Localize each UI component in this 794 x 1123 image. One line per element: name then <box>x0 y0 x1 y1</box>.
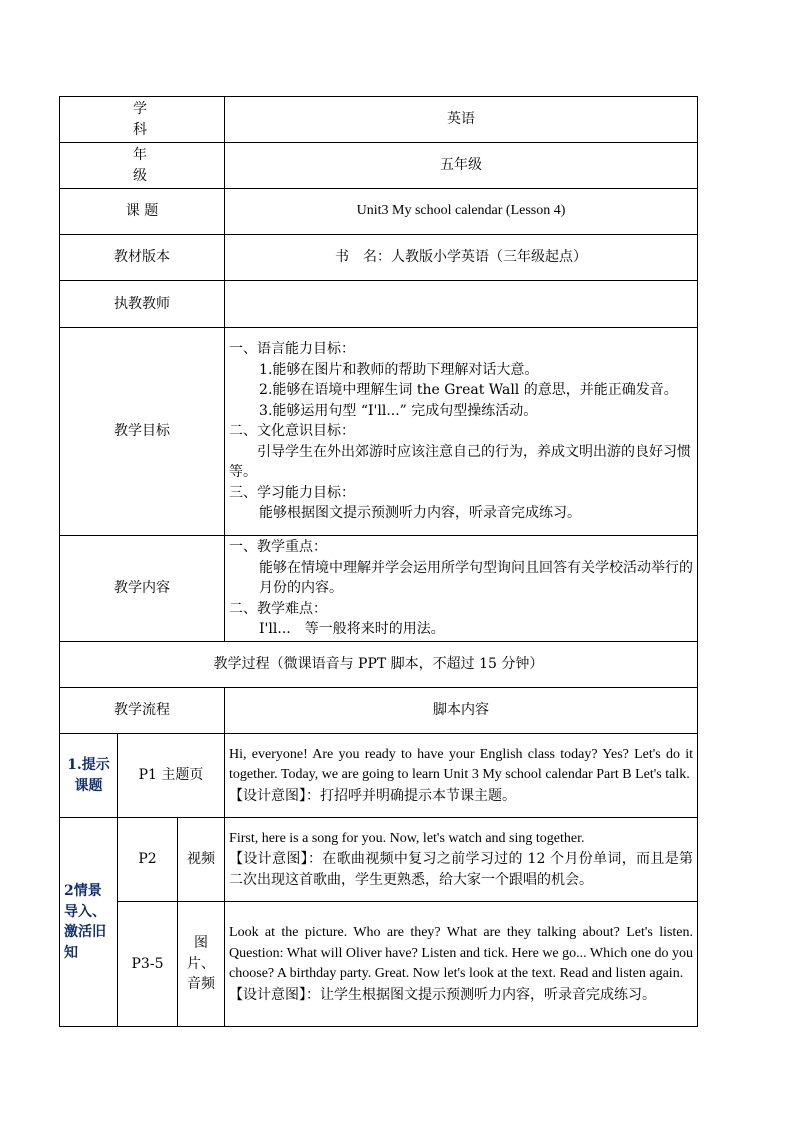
process-title: 教学过程（微课语音与 PPT 脚本，不超过 15 分钟） <box>60 642 698 688</box>
slide-p2-script <box>225 818 698 902</box>
goals-cell <box>225 328 698 536</box>
topic-label: 课 题 <box>60 189 225 235</box>
section-1-label: 1.提示课题 <box>60 734 118 818</box>
goals-line: 一、语言能力目标： <box>229 341 356 358</box>
content-cell <box>225 536 698 642</box>
content-line: 一、教学重点： <box>229 539 328 556</box>
slide-p3-5-script <box>225 902 698 1027</box>
content-line: 二、教学难点： <box>229 600 328 617</box>
flow-header: 教学流程 <box>60 688 225 734</box>
slide-p3-5-media: 图片、音频 <box>178 902 225 1027</box>
goals-label: 教学目标 <box>60 328 225 536</box>
design-intent: 【设计意图】：让学生根据图文提示预测听力内容，听录音完成练习。 <box>229 986 657 1003</box>
textbook-label: 教材版本 <box>60 235 225 281</box>
slide-script-text: Hi, everyone! Are you ready to have your English class today? Yes? Let's do it together. Today, we are going to learn Unit 3 My school calendar Part B Let's talk. <box>229 746 694 783</box>
goals-line: 三、学习能力目标： <box>229 484 356 501</box>
subject-label: 学 科 <box>60 97 225 143</box>
goals-line: 1.能够在图片和教师的帮助下理解对话大意。 <box>259 361 539 378</box>
lesson-plan-table <box>59 96 698 1027</box>
design-intent: 【设计意图】：打招呼并明确提示本节课主题。 <box>229 787 517 804</box>
slide-p2-media: 视频 <box>178 818 225 902</box>
teacher-value <box>225 281 698 328</box>
goals-line: 引导学生在外出郊游时应该注意自己的行为，养成文明出游的良好习惯等。 <box>229 443 692 481</box>
grade-value: 五年级 <box>225 143 698 189</box>
slide-script-text: First, here is a song for you. Now, let's watch and sing together. <box>229 830 585 846</box>
slide-script-text: Look at the picture. Who are they? What are they talking about? Let's listen. Question: What will Oliver have? Listen and tick. Here we go... Which one do you choose? A birthday party. Great. Now let's look at the text. Read and listen again. <box>229 925 694 981</box>
topic-value: Unit3 My school calendar (Lesson 4) <box>225 189 698 235</box>
goals-line: 3.能够运用句型 “I'll...” 完成句型操练活动。 <box>259 402 538 419</box>
slide-p1-script <box>225 734 698 818</box>
section-2-label: 2情景导入、激活旧知 <box>60 818 118 1027</box>
subject-value: 英语 <box>225 97 698 143</box>
slide-p1-page: P1 主题页 <box>118 734 225 818</box>
design-intent: 【设计意图】：在歌曲视频中复习之前学习过的 12 个月份单词，而且是第二次出现这首歌曲，学生更熟悉，给大家一个跟唱的机会。 <box>229 851 694 888</box>
teacher-label: 执教教师 <box>60 281 225 328</box>
script-header: 脚本内容 <box>225 688 698 734</box>
goals-line: 二、文化意识目标： <box>229 423 356 440</box>
grade-label: 年 级 <box>60 143 225 189</box>
content-line: I'll... 等一般将来时的用法。 <box>259 621 445 638</box>
textbook-value: 书 名：人教版小学英语（三年级起点） <box>225 235 698 281</box>
slide-p2-page: P2 <box>118 818 178 902</box>
slide-p3-5-page: P3-5 <box>118 902 178 1027</box>
goals-line: 2.能够在语境中理解生词 the Great Wall 的意思，并能正确发音。 <box>259 382 678 399</box>
content-label: 教学内容 <box>60 536 225 642</box>
goals-line: 能够根据图文提示预测听力内容，听录音完成练习。 <box>259 505 582 522</box>
content-line: 能够在情境中理解并学会运用所学句型询问且回答有关学校活动举行的月份的内容。 <box>259 559 694 597</box>
